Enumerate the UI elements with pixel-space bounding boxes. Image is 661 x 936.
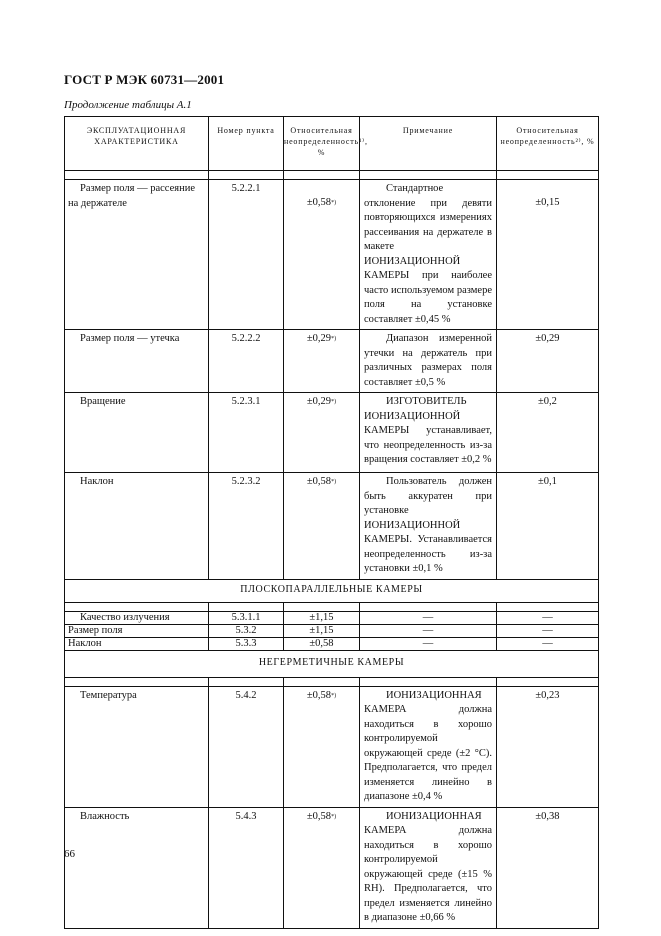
value-u1: ±0,58 xyxy=(306,810,332,822)
superscript-marker: *) xyxy=(331,479,337,485)
cell-note: — xyxy=(360,611,497,624)
cell-note xyxy=(360,330,497,393)
cell-uncertainty-2: — xyxy=(497,637,599,650)
cell-uncertainty-2: ±0,15 xyxy=(497,180,599,330)
cell-uncertainty-1 xyxy=(284,473,360,580)
cell-characteristic: Наклон xyxy=(65,473,209,580)
col-header-uncertainty-2: Относительная неопределенность²⁾, % xyxy=(497,117,599,171)
cell-uncertainty-1: ±1,15 xyxy=(284,624,360,637)
cell-uncertainty-2: — xyxy=(497,611,599,624)
superscript-marker: *) xyxy=(331,200,337,206)
cell-uncertainty-1 xyxy=(284,686,360,807)
superscript-marker: *) xyxy=(331,336,337,342)
table-row xyxy=(65,330,599,393)
value-u1: ±0,58 xyxy=(306,476,332,487)
value-u1: ±0,58 xyxy=(306,689,332,701)
note-text: ИОНИЗАЦИОННАЯ КАМЕРА должна находиться в хорошо контролируемой окружающей среде (±15 % RH). Предполагается, что предел изменяется линейно в диапазоне ±0,66 % xyxy=(364,810,492,923)
section-title-planar: ПЛОСКОПАРАЛЛЕЛЬНЫЕ КАМЕРЫ xyxy=(65,579,599,602)
spacer-row xyxy=(65,171,599,180)
cell-uncertainty-2: ±0,23 xyxy=(497,686,599,807)
cell-note: — xyxy=(360,637,497,650)
cell-uncertainty-1 xyxy=(284,807,360,928)
cell-clause: 5.4.2 xyxy=(209,686,284,807)
col-header-clause: Номер пункта xyxy=(209,117,284,171)
superscript-marker: *) xyxy=(331,692,337,699)
note-text: ИЗГОТОВИТЕЛЬ ИОНИЗАЦИОННОЙ КАМЕРЫ устанавливает, что неопределенность из-за вращения составляет ±0,2 % xyxy=(364,396,492,465)
cell-uncertainty-1 xyxy=(284,393,360,473)
table-header-row xyxy=(65,117,599,171)
cell-characteristic: Качество излучения xyxy=(65,611,209,624)
section-header-row xyxy=(65,579,599,602)
table-row xyxy=(65,393,599,473)
note-text: ИОНИЗАЦИОННАЯ КАМЕРА должна находиться в хорошо контролируемой окружающей среде (±2 °C). Предполагается, что предел изменяется линейно в диапазоне ±0,4 % xyxy=(364,689,492,802)
col-header-note: Примечание xyxy=(360,117,497,171)
note-text: Пользователь должен быть аккуратен при установке ИОНИЗАЦИОННОЙ КАМЕРЫ. Устанавливается неопределенность из-за установки ±0,1 % xyxy=(364,476,492,574)
cell-uncertainty-1 xyxy=(284,330,360,393)
superscript-marker: *) xyxy=(331,813,337,820)
cell-characteristic: Размер поля — утечка xyxy=(65,330,209,393)
cell-characteristic: Влажность xyxy=(65,807,209,928)
table-row xyxy=(65,807,599,928)
cell-uncertainty-2: ±0,1 xyxy=(497,473,599,580)
cell-note xyxy=(360,180,497,330)
cell-note xyxy=(360,807,497,928)
value-u1: ±0,58 xyxy=(306,197,332,208)
note-text: Диапазон измеренной утечки на держатель при различных размерах поля составляет ±0,5 % xyxy=(364,333,492,388)
section-header-row xyxy=(65,650,599,677)
cell-uncertainty-2: ±0,38 xyxy=(497,807,599,928)
cell-characteristic: Размер поля — рассеяние на держателе xyxy=(65,180,209,330)
characteristics-table xyxy=(64,116,599,929)
cell-clause: 5.2.3.1 xyxy=(209,393,284,473)
document-title: ГОСТ Р МЭК 60731—2001 xyxy=(64,72,225,87)
table-row xyxy=(65,473,599,580)
cell-uncertainty-1: ±1,15 xyxy=(284,611,360,624)
cell-characteristic: Наклон xyxy=(65,637,209,650)
table-row xyxy=(65,180,599,330)
spacer-row xyxy=(65,677,599,686)
cell-characteristic: Размер поля xyxy=(65,624,209,637)
table-continuation-label: Продолжение таблицы А.1 xyxy=(64,99,192,111)
cell-uncertainty-2: ±0,2 xyxy=(497,393,599,473)
table-row xyxy=(65,686,599,807)
cell-clause: 5.3.2 xyxy=(209,624,284,637)
cell-clause: 5.2.2.1 xyxy=(209,180,284,330)
spacer-row xyxy=(65,602,599,611)
table-row xyxy=(65,611,599,624)
col-header-uncertainty-1: Относительная неопределенность¹⁾, % xyxy=(284,117,360,171)
cell-uncertainty-2: — xyxy=(497,624,599,637)
cell-note: — xyxy=(360,624,497,637)
note-text: Стандартное отклонение при девяти повторяющихся измерениях рассеивания на держателе в макете ИОНИЗАЦИОННОЙ КАМЕРЫ при наиболее часто используемом размере поля на установке составляет ±0,45 % xyxy=(364,183,492,325)
table-row xyxy=(65,637,599,650)
col-header-characteristic: ЭКСПЛУАТАЦИОННАЯ ХАРАКТЕРИСТИКА xyxy=(65,117,209,171)
cell-clause: 5.3.1.1 xyxy=(209,611,284,624)
cell-note xyxy=(360,393,497,473)
cell-clause: 5.3.3 xyxy=(209,637,284,650)
cell-characteristic: Температура xyxy=(65,686,209,807)
cell-uncertainty-1: ±0,58 xyxy=(284,637,360,650)
cell-note xyxy=(360,473,497,580)
cell-uncertainty-1 xyxy=(284,180,360,330)
cell-clause: 5.4.3 xyxy=(209,807,284,928)
section-title-unsealed: НЕГЕРМЕТИЧНЫЕ КАМЕРЫ xyxy=(65,650,599,677)
value-u1: ±0,29 xyxy=(306,396,332,407)
cell-characteristic: Вращение xyxy=(65,393,209,473)
cell-uncertainty-2: ±0,29 xyxy=(497,330,599,393)
table-row xyxy=(65,624,599,637)
cell-note xyxy=(360,686,497,807)
superscript-marker: *) xyxy=(331,399,337,405)
page-number: 66 xyxy=(64,848,75,860)
cell-clause: 5.2.2.2 xyxy=(209,330,284,393)
cell-clause: 5.2.3.2 xyxy=(209,473,284,580)
value-u1: ±0,29 xyxy=(306,333,332,344)
